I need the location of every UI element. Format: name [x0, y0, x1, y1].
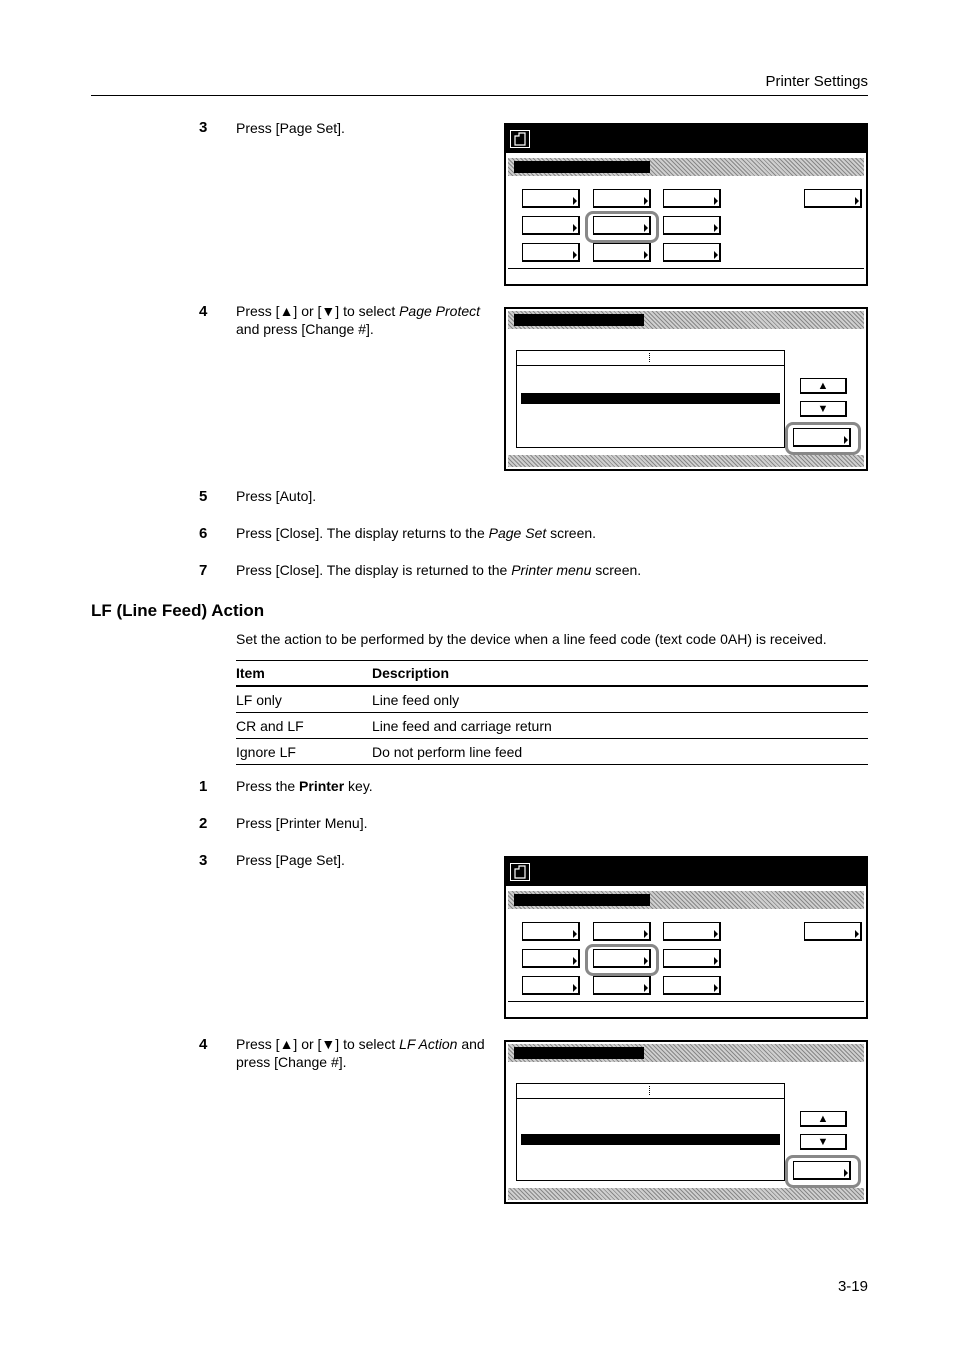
menu-key[interactable]: [522, 922, 580, 941]
step-number: 2: [199, 815, 208, 832]
menu-key[interactable]: [804, 922, 862, 941]
down-arrow-icon: ▼: [817, 1136, 829, 1148]
highlight-circle: [785, 1155, 861, 1188]
table-row: [236, 713, 868, 739]
down-arrow-icon: ▼: [817, 403, 829, 415]
panel-divider: [508, 1001, 864, 1002]
step-number: 3: [199, 852, 208, 869]
table-cell-item: CR and LF: [236, 713, 372, 739]
page-set-list-panel: [504, 1040, 868, 1204]
step-number: 7: [199, 562, 208, 579]
step-text: Press [Auto].: [236, 488, 317, 504]
menu-key[interactable]: [522, 949, 580, 968]
printer-menu-panel: [504, 856, 868, 1019]
step-number: 3: [199, 119, 208, 136]
settings-list: [516, 1083, 785, 1181]
menu-key[interactable]: [593, 189, 651, 208]
step-text: Press the Printer key.: [236, 778, 373, 794]
menu-key[interactable]: [663, 216, 721, 235]
table-row: [236, 739, 868, 765]
menu-key[interactable]: [663, 243, 721, 262]
settings-list: [516, 350, 785, 448]
panel-title-bar: [506, 858, 866, 886]
table-cell-item: LF only: [236, 686, 372, 713]
menu-key[interactable]: [804, 189, 862, 208]
header-title: Printer Settings: [765, 73, 868, 90]
menu-header-bar: [508, 158, 864, 176]
step-text: Press [▲] or [▼] to select Page Protect and press [Change #].: [236, 303, 481, 337]
up-arrow-icon: ▲: [817, 380, 829, 392]
header-rule: [91, 95, 868, 96]
down-arrow-button[interactable]: [800, 1134, 847, 1150]
table-cell-description: Line feed only: [372, 686, 868, 713]
step-number: 5: [199, 488, 208, 505]
table-cell-description: Line feed and carriage return: [372, 713, 868, 739]
menu-key[interactable]: [593, 976, 651, 995]
panel-footer: [508, 455, 864, 467]
menu-key[interactable]: [522, 243, 580, 262]
panel-divider: [508, 268, 864, 269]
menu-key[interactable]: [663, 949, 721, 968]
selected-row-page-protect[interactable]: [521, 393, 780, 404]
step-number: 4: [199, 1036, 208, 1053]
panel-title-bar: [506, 125, 866, 153]
list-header-bar: [508, 311, 864, 329]
page-set-list-panel: [504, 307, 868, 471]
up-arrow-button[interactable]: [800, 1111, 847, 1127]
menu-key[interactable]: [663, 976, 721, 995]
menu-key[interactable]: [522, 189, 580, 208]
menu-key[interactable]: [593, 922, 651, 941]
lf-action-table: [236, 660, 868, 765]
printer-menu-panel: [504, 123, 868, 286]
step-text: Press [Close]. The display is returned to the Printer menu screen.: [236, 562, 642, 578]
table-row: [236, 686, 868, 713]
step-text: Press [Page Set].: [236, 852, 345, 868]
panel-footer: [508, 1188, 864, 1200]
down-arrow-button[interactable]: [800, 401, 847, 417]
document-icon: [510, 130, 530, 148]
step-number: 6: [199, 525, 208, 542]
table-header-row: [236, 661, 868, 687]
document-icon: [510, 863, 530, 881]
table-header-item: Item: [236, 661, 372, 687]
page-number: 3-19: [837, 1278, 868, 1295]
up-arrow-icon: ▲: [817, 1113, 829, 1125]
highlight-circle: [585, 944, 659, 976]
menu-key[interactable]: [522, 976, 580, 995]
menu-key[interactable]: [663, 922, 721, 941]
highlight-circle: [785, 422, 861, 455]
highlight-circle: [585, 211, 659, 243]
menu-header-bar: [508, 891, 864, 909]
selected-row-lf-action[interactable]: [521, 1134, 780, 1145]
table-header-description: Description: [372, 661, 868, 687]
step-text: Press [▲] or [▼] to select LF Action and press [Change #].: [236, 1036, 485, 1070]
menu-key[interactable]: [593, 243, 651, 262]
step-text: Press [Printer Menu].: [236, 815, 368, 831]
list-header-bar: [508, 1044, 864, 1062]
section-intro: Set the action to be performed by the device when a line feed code (text code 0AH) is received.: [236, 631, 827, 647]
step-text: Press [Page Set].: [236, 120, 345, 136]
menu-key[interactable]: [522, 216, 580, 235]
table-cell-description: Do not perform line feed: [372, 739, 868, 765]
menu-key[interactable]: [663, 189, 721, 208]
step-text: Press [Close]. The display returns to the Page Set screen.: [236, 525, 597, 541]
up-arrow-button[interactable]: [800, 378, 847, 394]
section-title: LF (Line Feed) Action: [91, 601, 265, 620]
step-number: 1: [199, 778, 208, 795]
step-number: 4: [199, 303, 208, 320]
table-cell-item: Ignore LF: [236, 739, 372, 765]
